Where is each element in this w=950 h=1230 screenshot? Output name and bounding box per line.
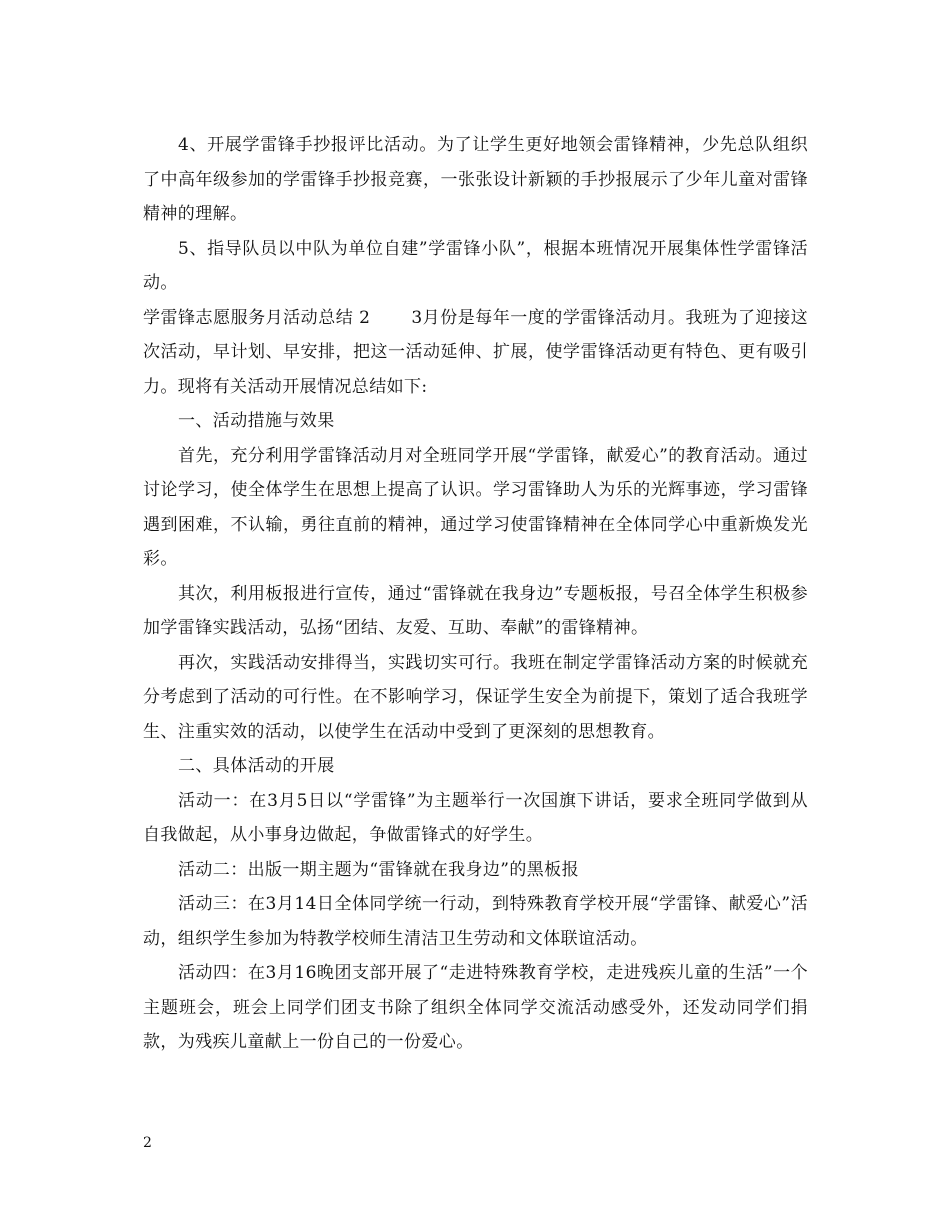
- paragraph: 5、指导队员以中队为单位自建”学雷锋小队”，根据本班情况开展集体性学雷锋活动。: [143, 238, 808, 293]
- paragraph: 再次，实践活动安排得当，实践切实可行。我班在制定学雷锋活动方案的时候就充分考虑到了活动的可行性。在不影响学习，保证学生安全为前提下，策划了适合我班学生、注重实效的活动，以使学生在活动中受到了更深刻的思想教育。: [143, 652, 808, 742]
- paragraph: 学雷锋志愿服务月活动总结 2 3月份是每年一度的学雷锋活动月。我班为了迎接这次活动，早计划、早安排，把这一活动延伸、扩展，使学雷锋活动更有特色、更有吸引力。现将有关活动开展情况总结如下:: [143, 307, 808, 397]
- paragraph: 活动二：出版一期主题为“雷锋就在我身边”的黑板报: [178, 859, 579, 880]
- document-body: [143, 128, 808, 1060]
- section-heading: 二、具体活动的开展: [178, 756, 335, 776]
- section-heading: 一、活动措施与效果: [178, 411, 335, 431]
- paragraph: 首先，充分利用学雷锋活动月对全班同学开展“学雷锋，献爱心”的教育活动。通过讨论学习，使全体学生在思想上提高了认识。学习雷锋助人为乐的光辉事迹，学习雷锋遇到困难，不认输，勇往直前的精神，通过学习使雷锋精神在全体同学心中重新焕发光彩。: [143, 445, 808, 569]
- paragraph: 活动四：在3月16晚团支部开展了“走进特殊教育学校，走进残疾儿童的生活”一个主题班会，班会上同学们团支书除了组织全体同学交流活动感受外，还发动同学们捐款，为残疾儿童献上一份自己的一份爱心。: [143, 963, 808, 1052]
- paragraph: 活动一：在3月5日以“学雷锋”为主题举行一次国旗下讲话，要求全班同学做到从自我做起，从小事身边做起，争做雷锋式的好学生。: [143, 790, 808, 845]
- paragraph: 4、开展学雷锋手抄报评比活动。为了让学生更好地领会雷锋精神，少先总队组织了中高年级参加的学雷锋手抄报竞赛，一张张设计新颖的手抄报展示了少年儿童对雷锋精神的理解。: [143, 135, 808, 224]
- page-number: 2: [143, 1135, 152, 1151]
- paragraph: 活动三：在3月14日全体同学统一行动，到特殊教育学校开展“学雷锋、献爱心”活动，组织学生参加为特教学校师生清洁卫生劳动和文体联谊活动。: [143, 894, 808, 949]
- paragraph: 其次，利用板报进行宣传，通过“雷锋就在我身边”专题板报，号召全体学生积极参加学雷锋实践活动，弘扬“团结、友爱、互助、奉献”的雷锋精神。: [143, 583, 808, 638]
